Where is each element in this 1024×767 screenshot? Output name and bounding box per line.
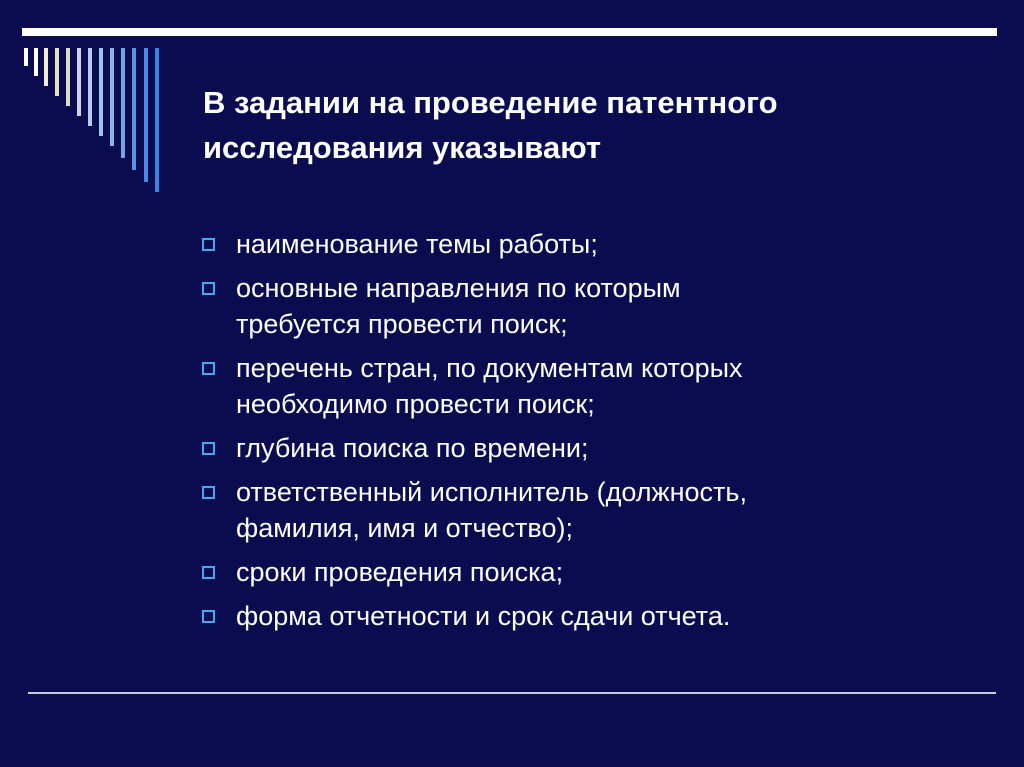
bullet-line: основные направления по которым (236, 273, 681, 303)
bullet-text (236, 270, 980, 342)
stripe (110, 48, 114, 146)
stripe (88, 48, 92, 126)
stripe (99, 48, 103, 136)
bullet-line: фамилия, имя и отчество); (236, 513, 573, 543)
bullet-text (236, 430, 980, 466)
stripe (34, 48, 38, 76)
bullet-item (200, 474, 980, 546)
bullet-line: необходимо провести поиск; (236, 389, 595, 419)
square-bullet-icon (202, 610, 215, 623)
stripe (66, 48, 70, 106)
square-bullet-icon (202, 442, 215, 455)
bottom-rule (28, 692, 996, 694)
bullet-text (236, 350, 980, 422)
stripe (132, 48, 136, 170)
square-bullet-icon (202, 282, 215, 295)
stripe (121, 48, 125, 158)
stripe (77, 48, 81, 116)
bullet-line: сроки проведения поиска; (236, 557, 564, 587)
bullet-line: форма отчетности и срок сдачи отчета. (236, 601, 731, 631)
stripe (44, 48, 48, 86)
bullet-item (200, 598, 980, 634)
bullet-line: глубина поиска по времени; (236, 433, 589, 463)
bullet-line: перечень стран, по документам которых (236, 353, 743, 383)
bullet-text (236, 554, 980, 590)
decorative-stripes (0, 0, 180, 200)
stripe (24, 48, 28, 66)
bullet-text (236, 226, 980, 262)
stripe (144, 48, 148, 182)
bullet-item (200, 554, 980, 590)
bullet-item (200, 226, 980, 262)
slide-title (203, 80, 983, 170)
bullet-line: требуется провести поиск; (236, 309, 568, 339)
bullet-line: ответственный исполнитель (должность, (236, 477, 747, 507)
bullet-list (200, 226, 980, 642)
square-bullet-icon (202, 566, 215, 579)
bullet-text (236, 598, 980, 634)
bullet-item (200, 350, 980, 422)
title-line: В задании на проведение патентного (203, 85, 778, 120)
bullet-line: наименование темы работы; (236, 229, 598, 259)
square-bullet-icon (202, 486, 215, 499)
square-bullet-icon (202, 238, 215, 251)
bullet-item (200, 430, 980, 466)
title-line: исследования указывают (203, 130, 602, 165)
square-bullet-icon (202, 362, 215, 375)
stripe (155, 48, 159, 192)
stripe (55, 48, 59, 96)
bullet-item (200, 270, 980, 342)
bullet-text (236, 474, 980, 546)
